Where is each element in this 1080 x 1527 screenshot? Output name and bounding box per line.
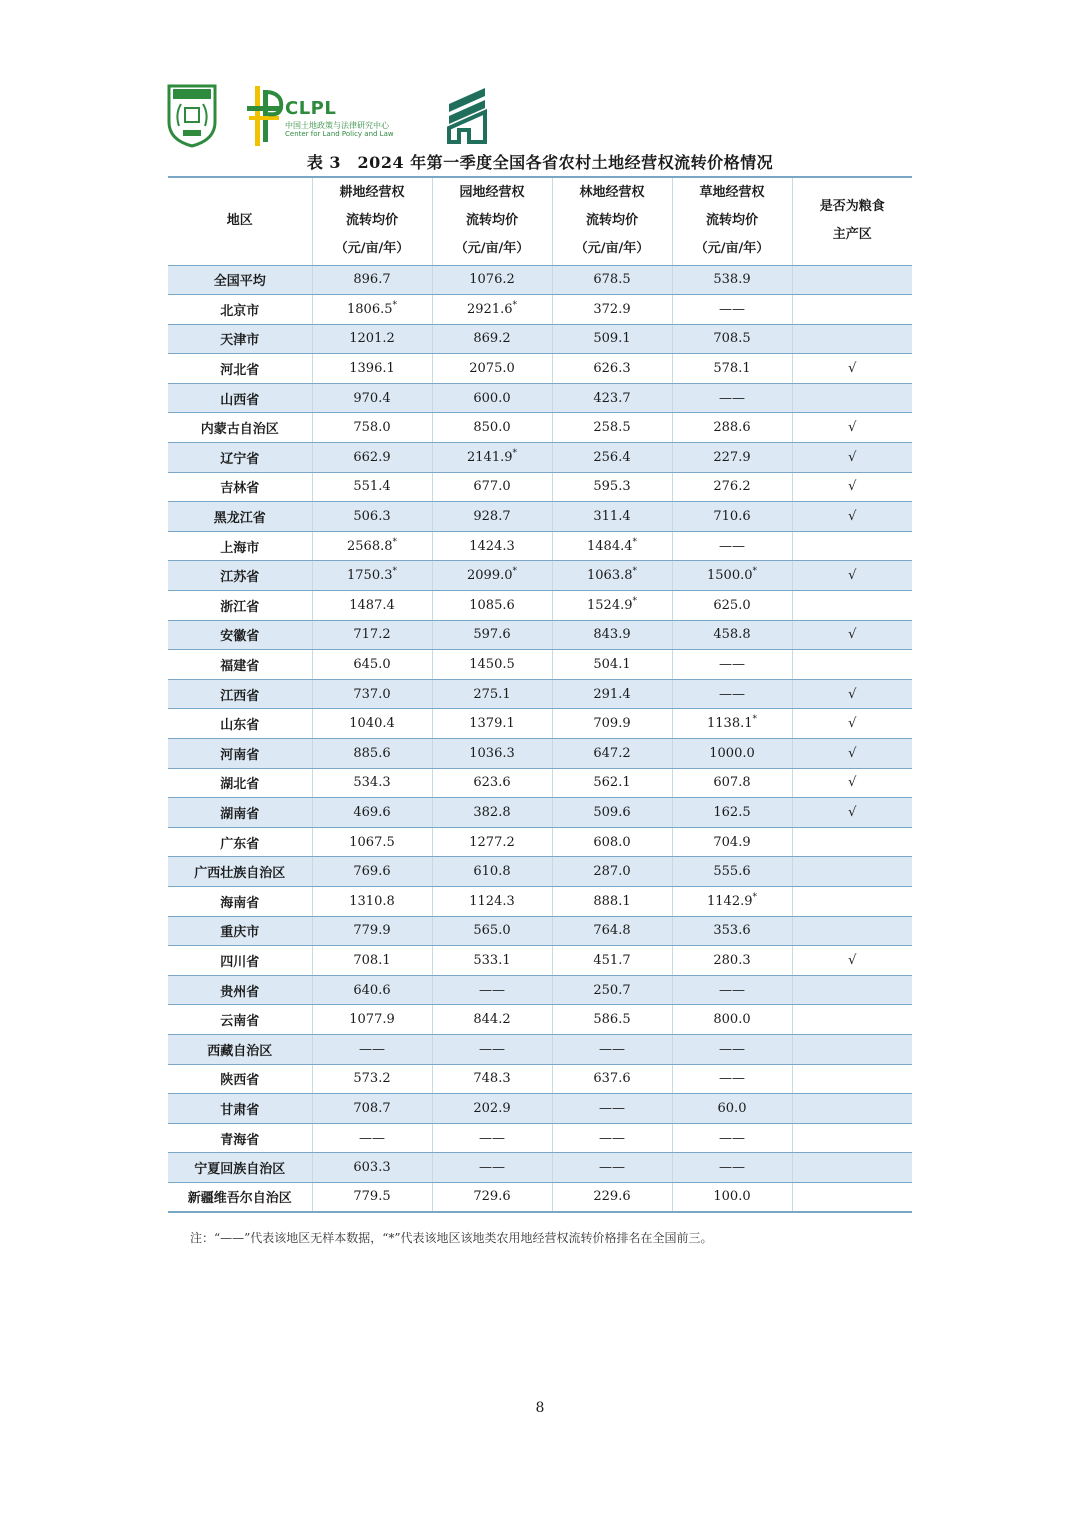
grain-area-cell: √ [792,946,912,976]
grain-area-cell [792,827,912,857]
table-row [168,768,912,798]
region-cell: 黑龙江省 [168,502,312,532]
price-cell: 678.5 [552,265,672,295]
column-header-line: 流转均价 [585,213,638,229]
top-three-star: * [752,892,757,903]
price-cell: 578.1 [672,354,792,384]
table-row [168,916,912,946]
price-cell: 311.4 [552,502,672,532]
price-cell: —— [672,650,792,680]
price-cell: 970.4 [312,383,432,413]
table-row [168,354,912,384]
price-cell: 843.9 [552,620,672,650]
grain-area-cell [792,1034,912,1064]
price-cell: —— [672,975,792,1005]
region-cell: 湖南省 [168,798,312,828]
grain-area-cell [792,1064,912,1094]
price-cell: 509.6 [552,798,672,828]
price-cell: —— [552,1123,672,1153]
price-cell: 227.9 [672,443,792,473]
price-cell: 538.9 [672,265,792,295]
table-row [168,679,912,709]
region-cell: 云南省 [168,1005,312,1035]
price-cell: 258.5 [552,413,672,443]
price-cell: 850.0 [432,413,552,443]
region-cell: 青海省 [168,1123,312,1153]
table-row [168,975,912,1005]
price-cell: 748.3 [432,1064,552,1094]
region-cell: 内蒙古自治区 [168,413,312,443]
region-cell: 江苏省 [168,561,312,591]
table-row [168,620,912,650]
price-cell: 1040.4 [312,709,432,739]
table-row [168,295,912,325]
table-row [168,1182,912,1212]
region-cell: 湖北省 [168,768,312,798]
grain-area-cell: √ [792,739,912,769]
table-row [168,1153,912,1183]
price-cell: 677.0 [432,472,552,502]
grain-area-cell [792,265,912,295]
grain-area-cell [792,1005,912,1035]
grain-area-cell [792,591,912,621]
page-number: 8 [535,1400,545,1416]
price-cell: 608.0 [552,827,672,857]
price-cell: 2141.9* [432,443,552,473]
price-cell: 1310.8 [312,886,432,916]
grain-area-cell: √ [792,620,912,650]
price-cell: 888.1 [552,886,672,916]
region-cell: 河北省 [168,354,312,384]
footnote: 注：“——”代表该地区无样本数据，“*”代表该地区该地类农用地经营权流转价格排名在全国前三。 [190,1231,713,1245]
clpl-chinese-name: 中国土地政策与法律研究中心 [285,121,389,130]
price-cell: 1277.2 [432,827,552,857]
column-header-line: 主产区 [832,227,872,243]
price-cell: 844.2 [432,1005,552,1035]
price-cell: 928.7 [432,502,552,532]
table-row [168,709,912,739]
grain-area-cell: √ [792,472,912,502]
price-cell: 291.4 [552,679,672,709]
region-cell: 海南省 [168,886,312,916]
price-cell: 607.8 [672,768,792,798]
grain-area-cell [792,383,912,413]
price-cell: 603.3 [312,1153,432,1183]
price-cell: 256.4 [552,443,672,473]
building-logo-icon [445,84,491,146]
price-cell: 451.7 [552,946,672,976]
price-table [168,176,912,1213]
table-row [168,857,912,887]
region-cell: 宁夏回族自治区 [168,1153,312,1183]
column-header [432,177,552,265]
price-cell: —— [672,1064,792,1094]
price-cell: 504.1 [552,650,672,680]
price-cell: 625.0 [672,591,792,621]
column-header-line: 林地经营权 [579,185,645,201]
top-three-star: * [632,537,637,548]
price-cell: 1067.5 [312,827,432,857]
table-title: 表 3 2024 年第一季度全国各省农村土地经营权流转价格情况 [306,153,774,172]
university-emblem-icon [165,82,219,148]
table-row [168,413,912,443]
column-header-line: 地区 [226,213,253,229]
table-row [168,946,912,976]
price-cell: 382.8 [432,798,552,828]
price-cell: —— [432,1153,552,1183]
grain-area-cell [792,1182,912,1212]
price-cell: 645.0 [312,650,432,680]
price-cell: —— [672,383,792,413]
price-cell: 506.3 [312,502,432,532]
region-cell: 广东省 [168,827,312,857]
region-cell: 河南省 [168,739,312,769]
clpl-mark-icon [245,84,285,148]
price-cell: 597.6 [432,620,552,650]
price-cell: 764.8 [552,916,672,946]
price-cell: 100.0 [672,1182,792,1212]
price-cell: —— [432,1034,552,1064]
grain-area-cell [792,857,912,887]
region-cell: 江西省 [168,679,312,709]
price-cell: 662.9 [312,443,432,473]
table-row [168,561,912,591]
price-cell: 626.3 [552,354,672,384]
grain-area-cell [792,886,912,916]
column-header-line: 流转均价 [705,213,758,229]
grain-area-cell: √ [792,443,912,473]
grain-area-cell: √ [792,561,912,591]
region-cell: 北京市 [168,295,312,325]
region-cell: 新疆维吾尔自治区 [168,1182,312,1212]
price-cell: 534.3 [312,768,432,798]
region-cell: 山东省 [168,709,312,739]
top-three-star: * [392,566,397,577]
table-row [168,531,912,561]
price-cell: 623.6 [432,768,552,798]
clpl-name: CLPL [285,98,337,119]
column-header-line: 园地经营权 [459,185,525,201]
table-row [168,502,912,532]
region-cell: 浙江省 [168,591,312,621]
region-cell: 上海市 [168,531,312,561]
table-row [168,1005,912,1035]
grain-area-cell: √ [792,413,912,443]
price-cell: 1124.3 [432,886,552,916]
price-cell: 896.7 [312,265,432,295]
price-cell: —— [672,679,792,709]
price-cell: —— [552,1094,672,1124]
price-cell: —— [432,1123,552,1153]
price-cell: 202.9 [432,1094,552,1124]
column-header [792,177,912,265]
price-cell: 779.5 [312,1182,432,1212]
price-cell: 586.5 [552,1005,672,1035]
grain-area-cell: √ [792,679,912,709]
grain-area-cell: √ [792,354,912,384]
column-header-line: 耕地经营权 [339,185,405,201]
top-three-star: * [392,537,397,548]
price-cell: 2099.0* [432,561,552,591]
table-row [168,1123,912,1153]
table-row [168,265,912,295]
price-cell: 573.2 [312,1064,432,1094]
price-cell: 162.5 [672,798,792,828]
top-three-star: * [752,714,757,725]
price-cell: 1201.2 [312,324,432,354]
region-cell: 吉林省 [168,472,312,502]
column-header-line: （元/亩/年） [694,241,770,257]
grain-area-cell: √ [792,709,912,739]
price-cell: —— [672,1123,792,1153]
table-row [168,1064,912,1094]
table-header-row [168,177,912,265]
price-cell: 423.7 [552,383,672,413]
column-header-line: 草地经营权 [699,185,765,201]
grain-area-cell [792,916,912,946]
price-cell: 1142.9* [672,886,792,916]
region-cell: 西藏自治区 [168,1034,312,1064]
price-cell: —— [672,295,792,325]
region-cell: 陕西省 [168,1064,312,1094]
price-cell: 1085.6 [432,591,552,621]
price-cell: 533.1 [432,946,552,976]
price-cell: —— [312,1123,432,1153]
price-cell: 1379.1 [432,709,552,739]
region-cell: 辽宁省 [168,443,312,473]
table-row [168,886,912,916]
grain-area-cell [792,1153,912,1183]
price-cell: 709.9 [552,709,672,739]
price-cell: 562.1 [552,768,672,798]
top-three-star: * [752,566,757,577]
grain-area-cell: √ [792,798,912,828]
price-cell: —— [432,975,552,1005]
price-cell: 779.9 [312,916,432,946]
price-cell: 1750.3* [312,561,432,591]
grain-area-cell [792,324,912,354]
price-cell: 276.2 [672,472,792,502]
price-cell: 708.5 [672,324,792,354]
grain-area-cell [792,650,912,680]
price-cell: 708.1 [312,946,432,976]
column-header-line: （元/亩/年） [574,241,650,257]
price-cell: 1138.1* [672,709,792,739]
price-cell: —— [672,1153,792,1183]
price-cell: 458.8 [672,620,792,650]
grain-area-cell [792,531,912,561]
price-cell: 275.1 [432,679,552,709]
price-cell: 869.2 [432,324,552,354]
price-cell: 1076.2 [432,265,552,295]
table-row [168,739,912,769]
price-cell: 2075.0 [432,354,552,384]
table-row [168,472,912,502]
price-cell: 229.6 [552,1182,672,1212]
table-row [168,443,912,473]
price-cell: 250.7 [552,975,672,1005]
price-cell: —— [312,1034,432,1064]
price-cell: 2568.8* [312,531,432,561]
price-cell: 737.0 [312,679,432,709]
price-cell: 1806.5* [312,295,432,325]
price-cell: —— [672,1034,792,1064]
column-header [168,177,312,265]
price-cell: 1424.3 [432,531,552,561]
table-row [168,827,912,857]
price-cell: 710.6 [672,502,792,532]
price-cell: —— [552,1034,672,1064]
region-cell: 天津市 [168,324,312,354]
grain-area-cell [792,1094,912,1124]
top-three-star: * [632,566,637,577]
price-cell: 2921.6* [432,295,552,325]
price-cell: 551.4 [312,472,432,502]
price-cell: 565.0 [432,916,552,946]
table-row [168,383,912,413]
table-row [168,324,912,354]
region-cell: 福建省 [168,650,312,680]
column-header [552,177,672,265]
price-cell: 509.1 [552,324,672,354]
column-header-line: 是否为粮食 [819,199,885,215]
region-cell: 全国平均 [168,265,312,295]
price-cell: 280.3 [672,946,792,976]
price-cell: 288.6 [672,413,792,443]
column-header-line: （元/亩/年） [454,241,530,257]
price-cell: —— [672,531,792,561]
price-cell: 1450.5 [432,650,552,680]
price-cell: 372.9 [552,295,672,325]
price-cell: 1500.0* [672,561,792,591]
header-logos [165,80,505,150]
price-cell: 729.6 [432,1182,552,1212]
price-cell: 717.2 [312,620,432,650]
price-cell: 610.8 [432,857,552,887]
column-header-line: 流转均价 [345,213,398,229]
price-cell: 555.6 [672,857,792,887]
price-cell: 287.0 [552,857,672,887]
price-cell: 708.7 [312,1094,432,1124]
grain-area-cell [792,295,912,325]
price-cell: 353.6 [672,916,792,946]
top-three-star: * [512,566,517,577]
region-cell: 甘肃省 [168,1094,312,1124]
price-cell: 1077.9 [312,1005,432,1035]
column-header-line: （元/亩/年） [334,241,410,257]
price-cell: 600.0 [432,383,552,413]
top-three-star: * [392,300,397,311]
grain-area-cell: √ [792,768,912,798]
table-row [168,1094,912,1124]
region-cell: 安徽省 [168,620,312,650]
grain-area-cell: √ [792,502,912,532]
grain-area-cell [792,1123,912,1153]
table-row [168,798,912,828]
region-cell: 重庆市 [168,916,312,946]
top-three-star: * [632,596,637,607]
price-cell: 1063.8* [552,561,672,591]
price-cell: 647.2 [552,739,672,769]
price-cell: 595.3 [552,472,672,502]
top-three-star: * [512,300,517,311]
region-cell: 四川省 [168,946,312,976]
table-row [168,650,912,680]
table-body [168,265,912,1212]
price-cell: 1000.0 [672,739,792,769]
clpl-english-name: Center for Land Policy and Law [285,130,394,138]
price-cell: 800.0 [672,1005,792,1035]
column-header [312,177,432,265]
clpl-logo [245,84,415,148]
region-cell: 山西省 [168,383,312,413]
price-cell: 1036.3 [432,739,552,769]
price-cell: 885.6 [312,739,432,769]
region-cell: 贵州省 [168,975,312,1005]
price-cell: 640.6 [312,975,432,1005]
price-cell: 469.6 [312,798,432,828]
price-cell: 637.6 [552,1064,672,1094]
price-cell: 60.0 [672,1094,792,1124]
region-cell: 广西壮族自治区 [168,857,312,887]
price-cell: 1484.4* [552,531,672,561]
price-cell: 1524.9* [552,591,672,621]
top-three-star: * [512,448,517,459]
price-cell: —— [552,1153,672,1183]
price-cell: 1396.1 [312,354,432,384]
price-cell: 1487.4 [312,591,432,621]
price-cell: 769.6 [312,857,432,887]
table-row [168,1034,912,1064]
price-cell: 704.9 [672,827,792,857]
column-header-line: 流转均价 [465,213,518,229]
column-header [672,177,792,265]
table-row [168,591,912,621]
grain-area-cell [792,975,912,1005]
price-cell: 758.0 [312,413,432,443]
